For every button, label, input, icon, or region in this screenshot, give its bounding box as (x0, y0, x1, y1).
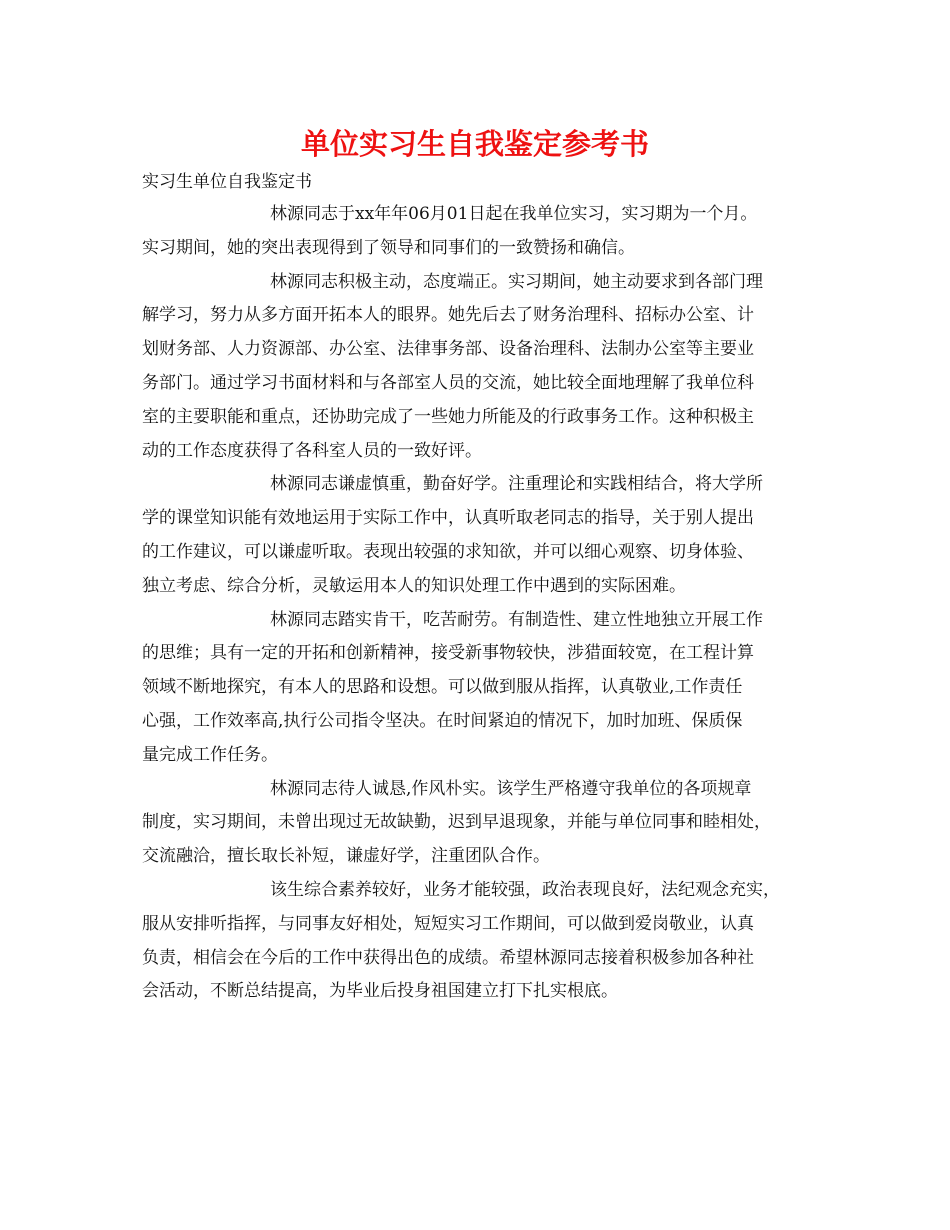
paragraph-6-line-4: 会活动，不断总结提高，为毕业后投身祖国建立打下扎实根底。 (142, 981, 618, 1002)
paragraph-3-line-4: 独立考虑、综合分析，灵敏运用本人的知识处理工作中遇到的实际困难。 (142, 575, 686, 596)
paragraph-2-line-5: 室的主要职能和重点，还协助完成了一些她力所能及的行政事务工作。这种积极主 (142, 406, 754, 427)
paragraph-4-line-2: 的思维；具有一定的开拓和创新精神，接受新事物较快，涉猎面较宽，在工程计算 (142, 643, 754, 664)
document-title: 单位实习生自我鉴定参考书 (300, 127, 649, 161)
paragraph-1-line-2: 实习期间，她的突出表现得到了领导和同事们的一致赞扬和确信。 (142, 237, 635, 258)
paragraph-4-line-4: 心强，工作效率高,执行公司指令坚决。在时间紧迫的情况下，加时加班、保质保 (142, 710, 743, 731)
paragraph-1-line-1: 林源同志于xx年年06月01日起在我单位实习，实习期为一个月。 (270, 204, 758, 224)
paragraph-5-line-2: 制度，实习期间，未曾出现过无故缺勤，迟到早退现象，并能与单位同事和睦相处， (142, 812, 771, 833)
paragraph-4-line-1: 林源同志踏实肯干，吃苦耐劳。有制造性、建立性地独立开展工作 (270, 609, 763, 630)
paragraph-4-line-5: 量完成工作任务。 (142, 744, 278, 765)
paragraph-6-line-1: 该生综合素养较好，业务才能较强，政治表现良好，法纪观念充实， (270, 879, 780, 900)
document-subtitle: 实习生单位自我鉴定书 (142, 172, 312, 192)
paragraph-5-line-3: 交流融洽，擅长取长补短，谦虚好学，注重团队合作。 (142, 846, 550, 867)
paragraph-3-line-1: 林源同志谦虚慎重，勤奋好学。注重理论和实践相结合，将大学所 (270, 474, 763, 495)
paragraph-6-line-3: 负责，相信会在今后的工作中获得出色的成绩。希望林源同志接着积极参加各种社 (142, 947, 754, 968)
paragraph-3-line-3: 的工作建议，可以谦虚听取。表现出较强的求知欲，并可以细心观察、切身体验、 (142, 541, 754, 562)
paragraph-2-line-1: 林源同志积极主动，态度端正。实习期间，她主动要求到各部门理 (270, 271, 763, 292)
paragraph-4-line-3: 领域不断地探究，有本人的思路和设想。可以做到服从指挥，认真敬业,工作责任 (142, 677, 743, 698)
paragraph-6-line-2: 服从安排听指挥，与同事友好相处，短短实习工作期间，可以做到爱岗敬业，认真 (142, 913, 754, 934)
paragraph-2-line-3: 划财务部、人力资源部、办公室、法律事务部、设备治理科、法制办公室等主要业 (142, 339, 754, 360)
paragraph-5-line-1: 林源同志待人诚恳,作风朴实。该学生严格遵守我单位的各项规章 (270, 778, 752, 799)
document-body (142, 198, 822, 1009)
paragraph-2-line-6: 动的工作态度获得了各科室人员的一致好评。 (142, 440, 482, 461)
paragraph-2-line-4: 务部门。通过学习书面材料和与各部室人员的交流，她比较全面地理解了我单位科 (142, 372, 754, 393)
paragraph-2-line-2: 解学习，努力从多方面开拓本人的眼界。她先后去了财务治理科、招标办公室、计 (142, 305, 754, 326)
paragraph-3-line-2: 学的课堂知识能有效地运用于实际工作中，认真听取老同志的指导，关于别人提出 (142, 508, 754, 529)
